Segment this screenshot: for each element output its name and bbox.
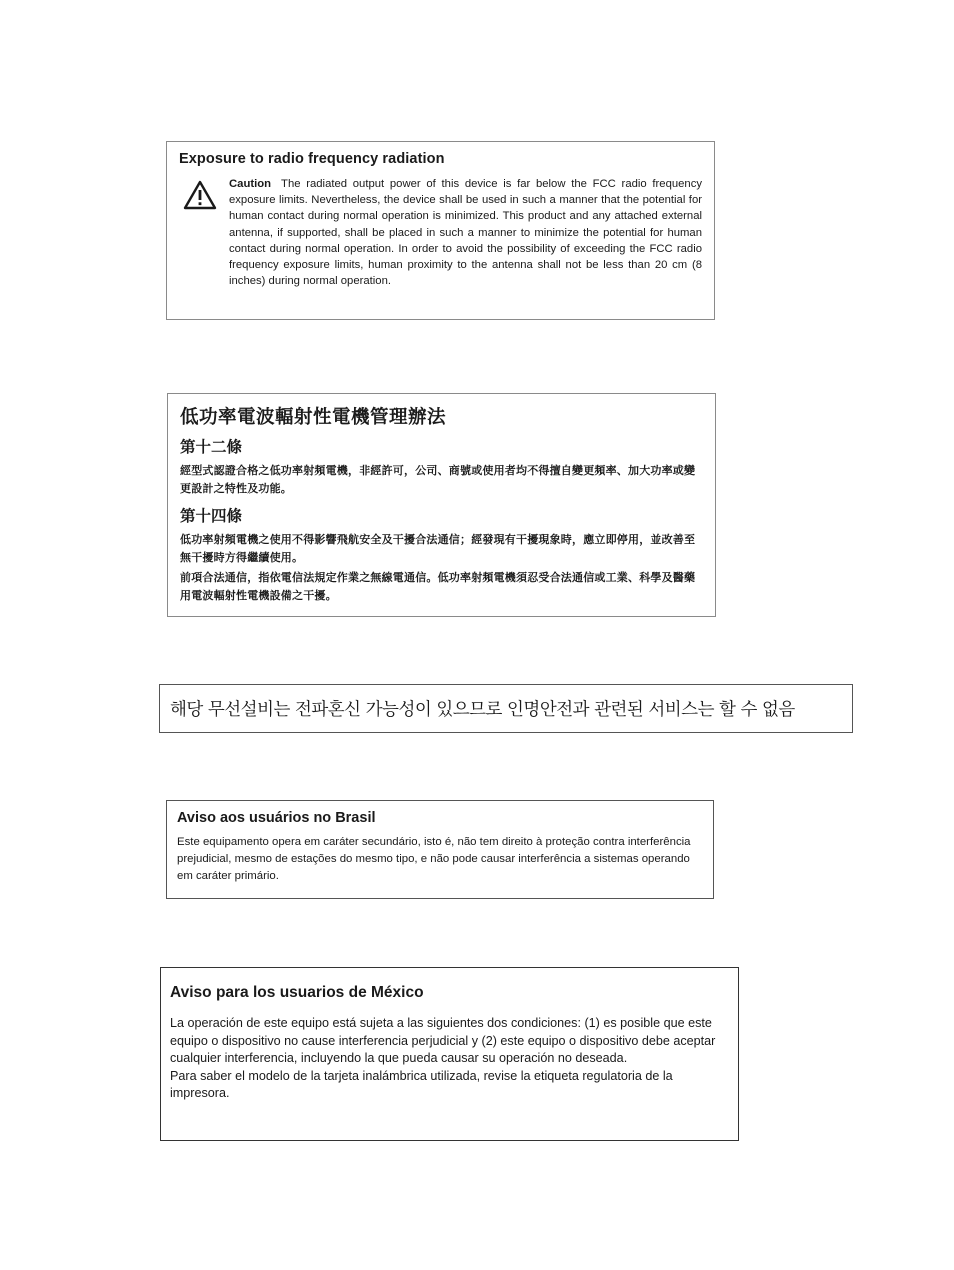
fcc-exposure-title: Exposure to radio frequency radiation bbox=[179, 151, 445, 167]
article-12-text: 經型式認證合格之低功率射頻電機，非經許可，公司、商號或使用者均不得擅自變更頻率、加大功率或變更設計之特性及功能。 bbox=[180, 464, 696, 495]
fcc-caution-paragraph bbox=[229, 176, 702, 289]
korea-notice-text: 해당 무선설비는 전파혼신 가능성이 있으므로 인명안전과 관련된 서비스는 할 수 없음 bbox=[170, 700, 795, 720]
caution-text: The radiated output power of this device is far below the FCC radio frequency exposure limits. Nevertheless, the device shall be used in such a manner that the potential for human contact during normal operation is minimized. This product and any attached external antenna, if supported, shall be placed in such a manner to minimize the potential for human contact during normal operation. In order to avoid the possibility of exceeding the FCC radio frequency exposure limits, human proximity to the antenna shall not be less than 20 cm (8 inches) during normal operation. bbox=[229, 178, 702, 288]
mexico-notice-text-2: Para saber el modelo de la tarjeta inalámbrica utilizada, revise la etiqueta regulatoria de la impresora. bbox=[170, 1068, 673, 1101]
article-14-text-1: 低功率射頻電機之使用不得影響飛航安全及干擾合法通信；經發現有干擾現象時，應立即停用，並改善至無干擾時方得繼續使用。 bbox=[180, 533, 696, 564]
mexico-notice-title: Aviso para los usuarios de México bbox=[170, 984, 424, 1001]
fcc-exposure-notice bbox=[166, 141, 715, 320]
brazil-notice-title: Aviso aos usuários no Brasil bbox=[177, 810, 376, 826]
korea-notice bbox=[159, 684, 853, 733]
taiwan-notice bbox=[167, 393, 716, 617]
brazil-notice-text: Este equipamento opera em caráter secundário, isto é, não tem direito à proteção contra interferência prejudicial, mesmo de estações do mesmo tipo, e não pode causar interferência a sistemas operando em caráter primário. bbox=[177, 836, 691, 882]
article-14-heading: 第十四條 bbox=[180, 507, 243, 525]
mexico-notice-text-1: La operación de este equipo está sujeta a las siguientes dos condiciones: (1) es posible que este equipo o dispositivo no cause interferencia perjudicial y (2) este equipo o dispositivo debe aceptar cualquier interferencia, incluyendo la que pueda causar su operación no deseada. bbox=[170, 1016, 716, 1066]
article-14-text-2: 前項合法通信，指依電信法規定作業之無線電通信。低功率射頻電機須忍受合法通信或工業、科學及醫藥用電波輻射性電機設備之干擾。 bbox=[180, 571, 696, 602]
warning-triangle-icon bbox=[183, 180, 219, 289]
mexico-notice bbox=[160, 967, 739, 1141]
brazil-notice bbox=[166, 800, 714, 899]
article-12-heading: 第十二條 bbox=[180, 438, 243, 456]
taiwan-notice-title: 低功率電波輻射性電機管理辦法 bbox=[180, 407, 447, 428]
caution-label: Caution bbox=[229, 178, 272, 190]
